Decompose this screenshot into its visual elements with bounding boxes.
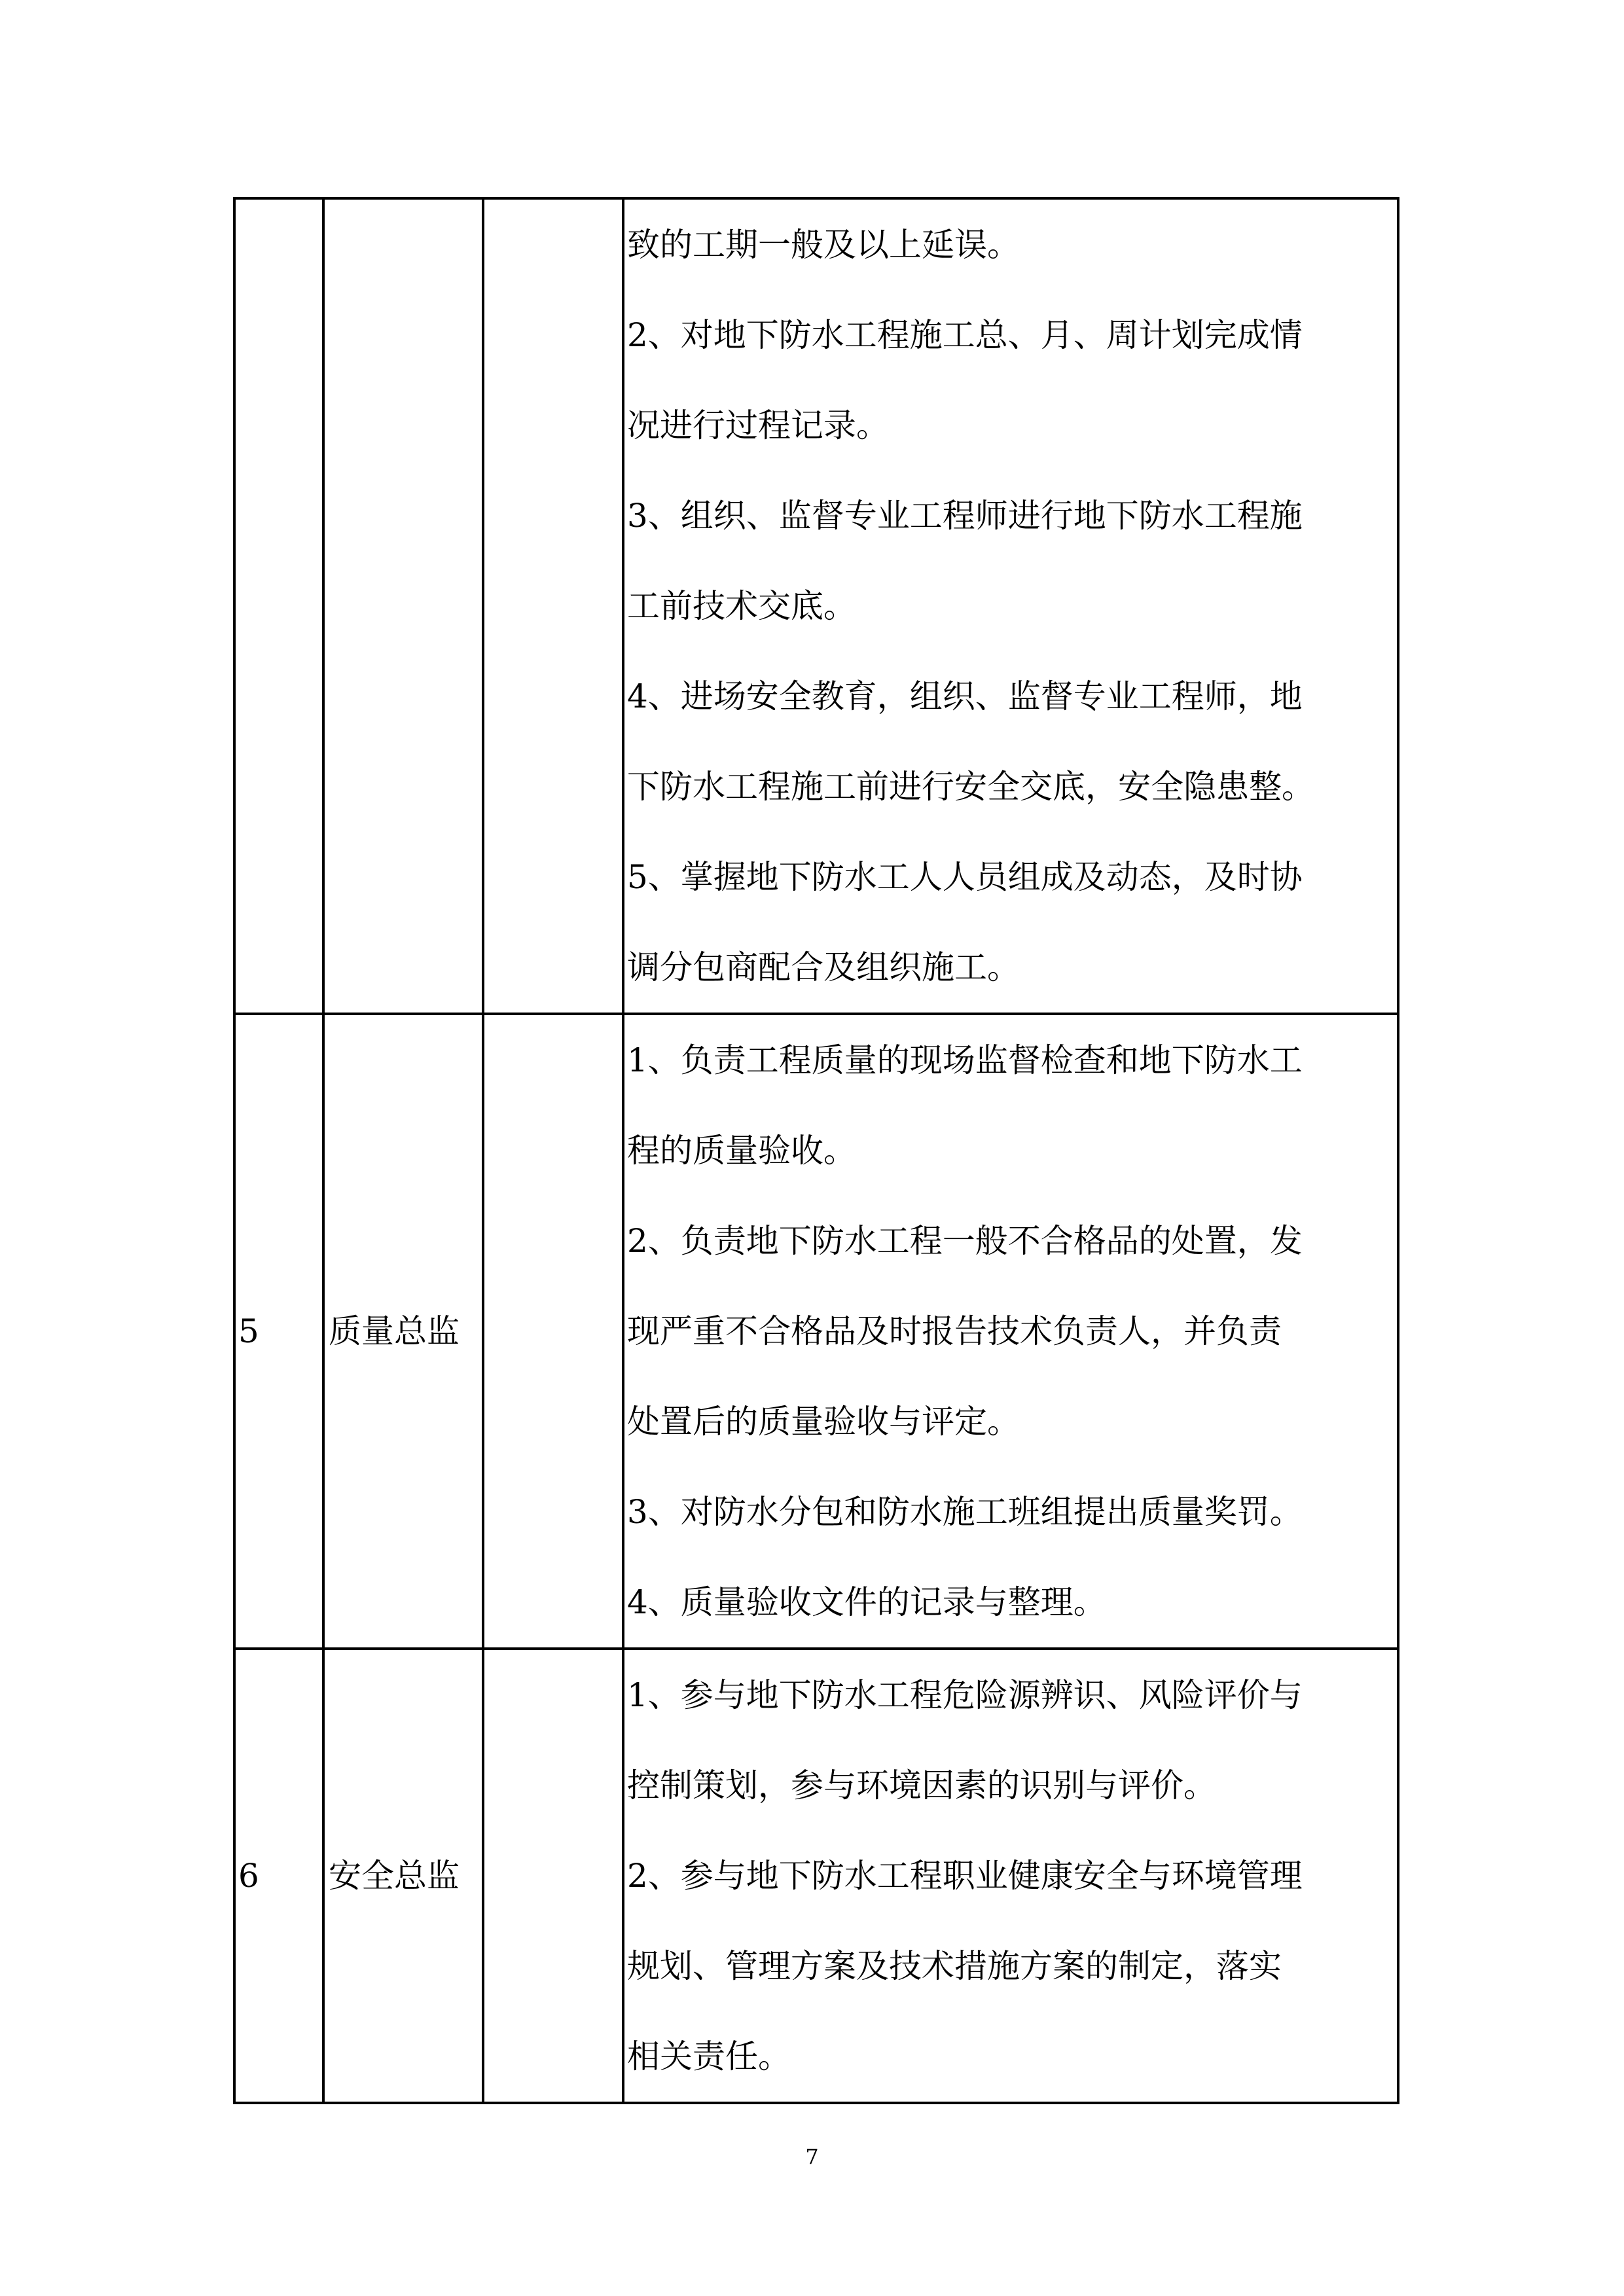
row-number-cell: 6 — [234, 1649, 323, 2103]
duty-line: 处置后的质量验收与评定。 — [627, 1403, 1020, 1441]
duty-line: 2、负责地下防水工程一般不合格品的处置，发 — [627, 1222, 1303, 1260]
row-number-cell — [234, 198, 323, 1014]
duty-line: 3、对防水分包和防水施工班组提出质量奖罚。 — [627, 1493, 1303, 1531]
responsibility-table — [233, 197, 1399, 2104]
duty-line: 程的质量验收。 — [627, 1132, 856, 1170]
duty-cell — [623, 1014, 1398, 1649]
duty-line: 工前技术交底。 — [627, 587, 856, 625]
blank-cell — [483, 1649, 623, 2103]
role-cell: 质量总监 — [323, 1014, 483, 1649]
role-cell — [323, 198, 483, 1014]
table-body — [234, 198, 1398, 2103]
duty-line: 致的工期一般及以上延误。 — [627, 226, 1020, 264]
duty-line: 相关责任。 — [627, 2037, 791, 2075]
duty-line: 1、参与地下防水工程危险源辨识、风险评价与 — [627, 1676, 1303, 1714]
duty-line: 4、质量验收文件的记录与整理。 — [627, 1583, 1106, 1621]
duty-line: 2、对地下防水工程施工总、月、周计划完成情 — [627, 316, 1303, 354]
duty-line: 1、负责工程质量的现场监督检查和地下防水工 — [627, 1041, 1303, 1079]
duty-cell — [623, 1649, 1398, 2103]
duty-line: 控制策划，参与环境因素的识别与评价。 — [627, 1767, 1216, 1804]
blank-cell — [483, 1014, 623, 1649]
duty-line: 下防水工程施工前进行安全交底，安全隐患整。 — [627, 768, 1314, 806]
duty-cell — [623, 198, 1398, 1014]
duty-line: 4、进场安全教育，组织、监督专业工程师，地 — [627, 677, 1303, 715]
duty-line: 规划、管理方案及技术措施方案的制定，落实 — [627, 1947, 1282, 1985]
table-row — [234, 198, 1398, 1014]
row-number-cell: 5 — [234, 1014, 323, 1649]
blank-cell — [483, 198, 623, 1014]
duty-line: 3、组织、监督专业工程师进行地下防水工程施 — [627, 497, 1303, 535]
page-number: 7 — [805, 2144, 819, 2169]
duty-line: 况进行过程记录。 — [627, 406, 889, 444]
table-row — [234, 1649, 1398, 2103]
duty-line: 2、参与地下防水工程职业健康安全与环境管理 — [627, 1857, 1303, 1895]
duty-line: 调分包商配合及组织施工。 — [627, 948, 1020, 986]
role-cell: 安全总监 — [323, 1649, 483, 2103]
duty-line: 现严重不合格品及时报告技术负责人，并负责 — [627, 1312, 1282, 1350]
table-row — [234, 1014, 1398, 1649]
duty-line: 5、掌握地下防水工人人员组成及动态，及时协 — [627, 858, 1303, 896]
